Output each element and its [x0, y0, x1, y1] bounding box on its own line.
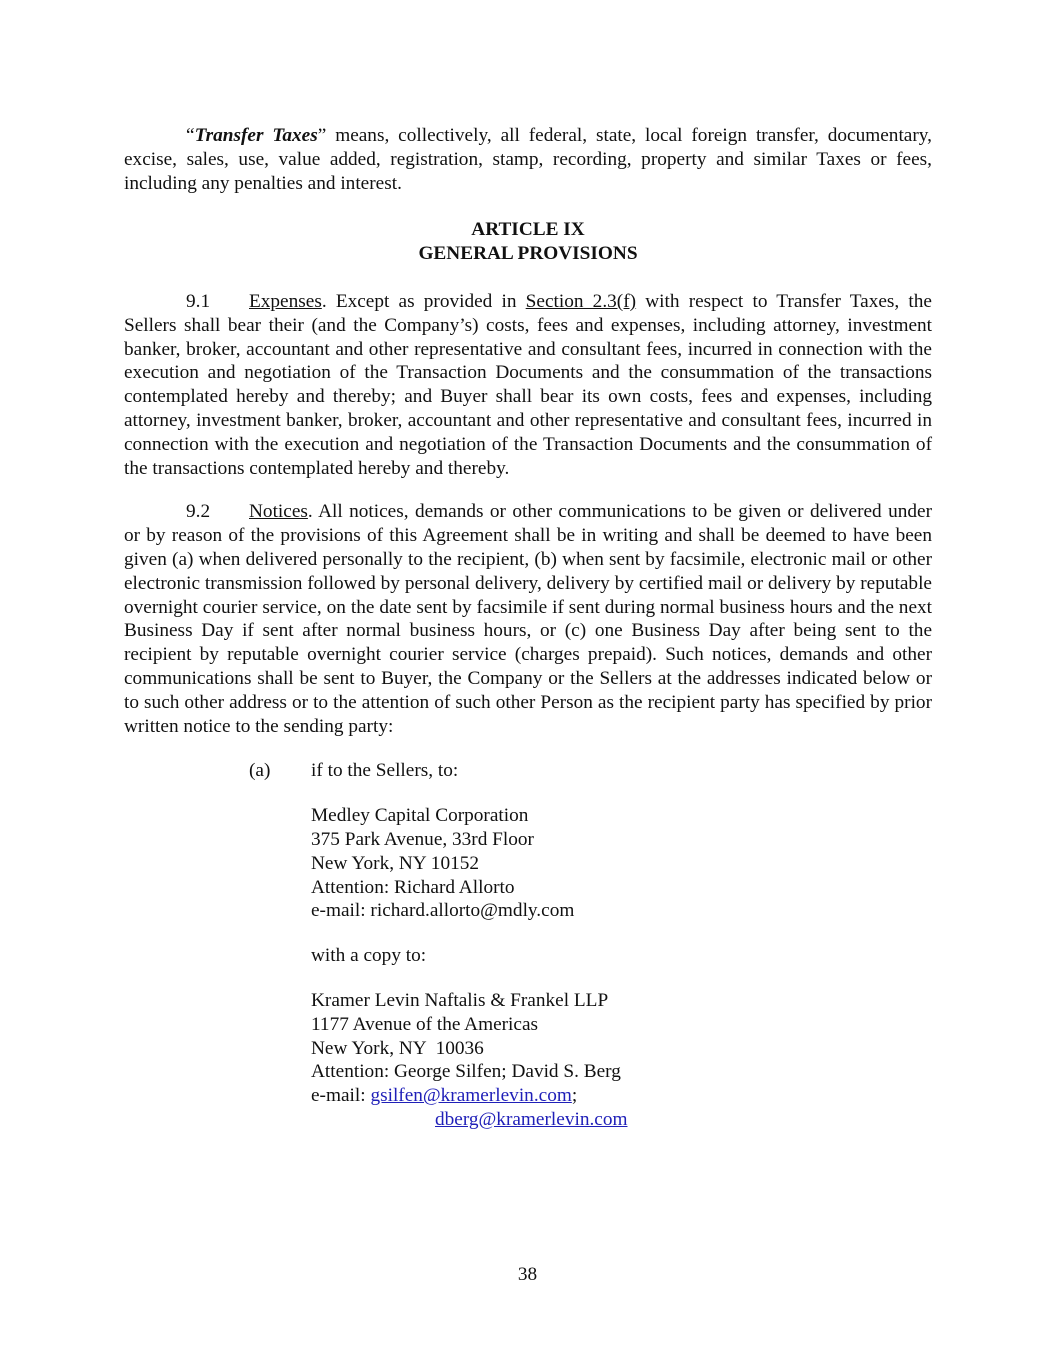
defined-term: Transfer Taxes	[194, 125, 318, 146]
address-line: Kramer Levin Naftalis & Frankel LLP	[311, 989, 609, 1011]
article-title: GENERAL PROVISIONS	[418, 243, 638, 265]
copy-to-label	[124, 944, 932, 968]
address-line: 1177 Avenue of the Americas	[311, 1013, 539, 1035]
section-text: . Except as provided in	[321, 290, 526, 312]
section-heading: Notices	[249, 501, 308, 523]
copy-address	[124, 989, 932, 1132]
notice-item-a	[124, 759, 932, 783]
item-label: (a)	[249, 760, 271, 782]
email-line	[311, 1084, 932, 1108]
section-number: 9.1	[186, 290, 211, 312]
article-number: ARTICLE IX	[471, 219, 585, 241]
open-quote: “	[186, 125, 195, 146]
definition-text: means, collectively, all federal, state, local foreign transfer, documentary, excise, sales, use, value added, registration, stamp, recording, property and similar Taxes or fees, including any penalties and interest.	[124, 125, 932, 194]
email-separator: ;	[571, 1085, 578, 1107]
address-line: 375 Park Avenue, 33rd Floor	[311, 828, 534, 850]
close-quote: ”	[317, 125, 327, 146]
page-number: 38	[517, 1264, 538, 1285]
address-line: New York, NY 10036	[311, 1037, 484, 1059]
section-9-2	[124, 500, 932, 738]
address-line: Medley Capital Corporation	[311, 805, 529, 827]
section-text: . All notices, demands or other communications to be given or delivered under or by reason of the provisions of this Agreement shall be in writing and shall be deemed to have been given (a) when delivered personally to the recipient, (b) when sent by facsimile, electronic mail or other electronic transmission followed by personal delivery, delivery by certified mail or delivery by reputable overnight courier service, on the date sent by facsimile if sent during normal business hours and the next Business Day if sent after normal business hours, or (c) one Business Day after being sent to the recipient by reputable overnight courier service (charges prepaid). Such notices, demands and other communications shall be sent to Buyer, the Company or the Sellers at the addresses indicated below or to such other address or to the attention of such other Person as the recipient party has specified by prior written notice to the sending party:	[124, 501, 932, 737]
address-line: New York, NY 10152	[311, 852, 480, 874]
email-line	[311, 1108, 932, 1132]
transfer-taxes-definition	[124, 124, 932, 195]
email-link-gsilfen[interactable]: gsilfen@kramerlevin.com	[370, 1085, 572, 1107]
section-heading: Expenses	[249, 290, 322, 312]
address-line: Attention: Richard Allorto	[311, 876, 515, 898]
copy-label: with a copy to:	[311, 945, 427, 967]
section-number: 9.2	[186, 501, 211, 523]
address-line: Attention: George Silfen; David S. Berg	[311, 1061, 621, 1083]
email-link-dberg[interactable]: dberg@kramerlevin.com	[435, 1108, 628, 1130]
section-text: with respect to Transfer Taxes, the Sellers shall bear their (and the Company’s) costs, fees and expenses, including attorney, investment banker, broker, accountant and other representative and consultant fees, incurred in connection with the execution and negotiation of the Transaction Documents and the consummation of the transactions contemplated hereby and thereby; and Buyer shall bear its own costs, fees and expenses, including attorney, investment banker, broker, accountant and other representative and consultant fees, incurred in connection with the execution and negotiation of the Transaction Documents and the consummation of the transactions contemplated hereby and thereby.	[124, 290, 932, 479]
email-prefix: e-mail:	[311, 1085, 371, 1107]
item-text: if to the Sellers, to:	[311, 760, 459, 782]
sellers-address	[124, 804, 932, 923]
section-reference-link[interactable]: Section 2.3(f)	[525, 290, 637, 312]
document-page	[124, 124, 932, 1132]
section-9-1	[124, 290, 932, 480]
address-line: e-mail: richard.allorto@mdly.com	[311, 900, 575, 922]
